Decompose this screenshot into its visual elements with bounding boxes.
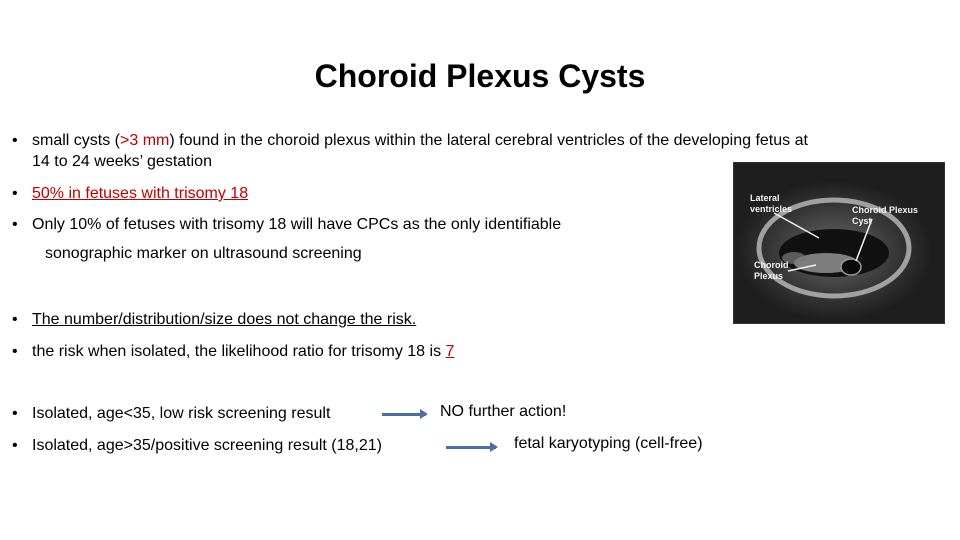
cyst-size-highlight: >3 mm: [120, 132, 170, 149]
bullet-text: The number/distribution/size does not change the risk.: [32, 311, 417, 328]
ultrasound-image: [733, 162, 945, 324]
bullet-text: 50% in fetuses with trisomy 18: [32, 185, 249, 202]
bullet-continuation: sonographic marker on ultrasound screening: [45, 245, 362, 262]
bullet-text: Only 10% of fetuses with trisomy 18 will have CPCs as the only identifiable: [32, 216, 562, 233]
bullet-trisomy-percent: [12, 183, 248, 204]
low-risk-action: NO further action!: [440, 403, 567, 420]
bullet-marker: •: [12, 216, 18, 233]
label-choroid-plexus: Choroid Plexus: [754, 260, 789, 281]
ultrasound-scan-graphic: [734, 163, 944, 323]
slide-title: Choroid Plexus Cysts: [314, 58, 646, 94]
text-segment: the risk when isolated, the likelihood ratio for trisomy 18 is: [32, 343, 446, 360]
bullet-risk-unchanged: [12, 309, 416, 330]
high-risk-action: fetal karyotyping (cell-free): [514, 435, 703, 452]
bullet-marker: •: [12, 437, 18, 454]
text-segment: ) found in the choroid plexus within the lateral cerebral ventricles of the developing fetus at: [169, 132, 808, 149]
label-choroid-plexus-cyst: Choroid Plexus Cyst: [852, 205, 919, 226]
bullet-marker: •: [12, 132, 18, 149]
text-segment: 14 to 24 weeks’ gestation: [32, 153, 212, 170]
bullet-low-risk: [12, 403, 330, 424]
bullet-likelihood-ratio: [12, 341, 454, 362]
bullet-text: Isolated, age>35/positive screening result (18,21): [32, 437, 382, 454]
right-arrow-icon: [382, 413, 426, 416]
text-segment: small cysts (: [32, 132, 120, 149]
right-arrow-icon: [446, 446, 496, 449]
bullet-text: [32, 341, 454, 362]
bullet-high-risk: [12, 435, 382, 456]
bullet-only-marker: [12, 214, 561, 235]
bullet-text: Isolated, age<35, low risk screening result: [32, 405, 331, 422]
label-lateral-ventricles: Lateral ventricles: [750, 193, 793, 214]
likelihood-ratio-value: 7: [445, 343, 455, 360]
bullet-marker: •: [12, 405, 18, 422]
bullet-marker: •: [12, 343, 18, 360]
bullet-marker: •: [12, 311, 18, 328]
bullet-marker: •: [12, 185, 18, 202]
